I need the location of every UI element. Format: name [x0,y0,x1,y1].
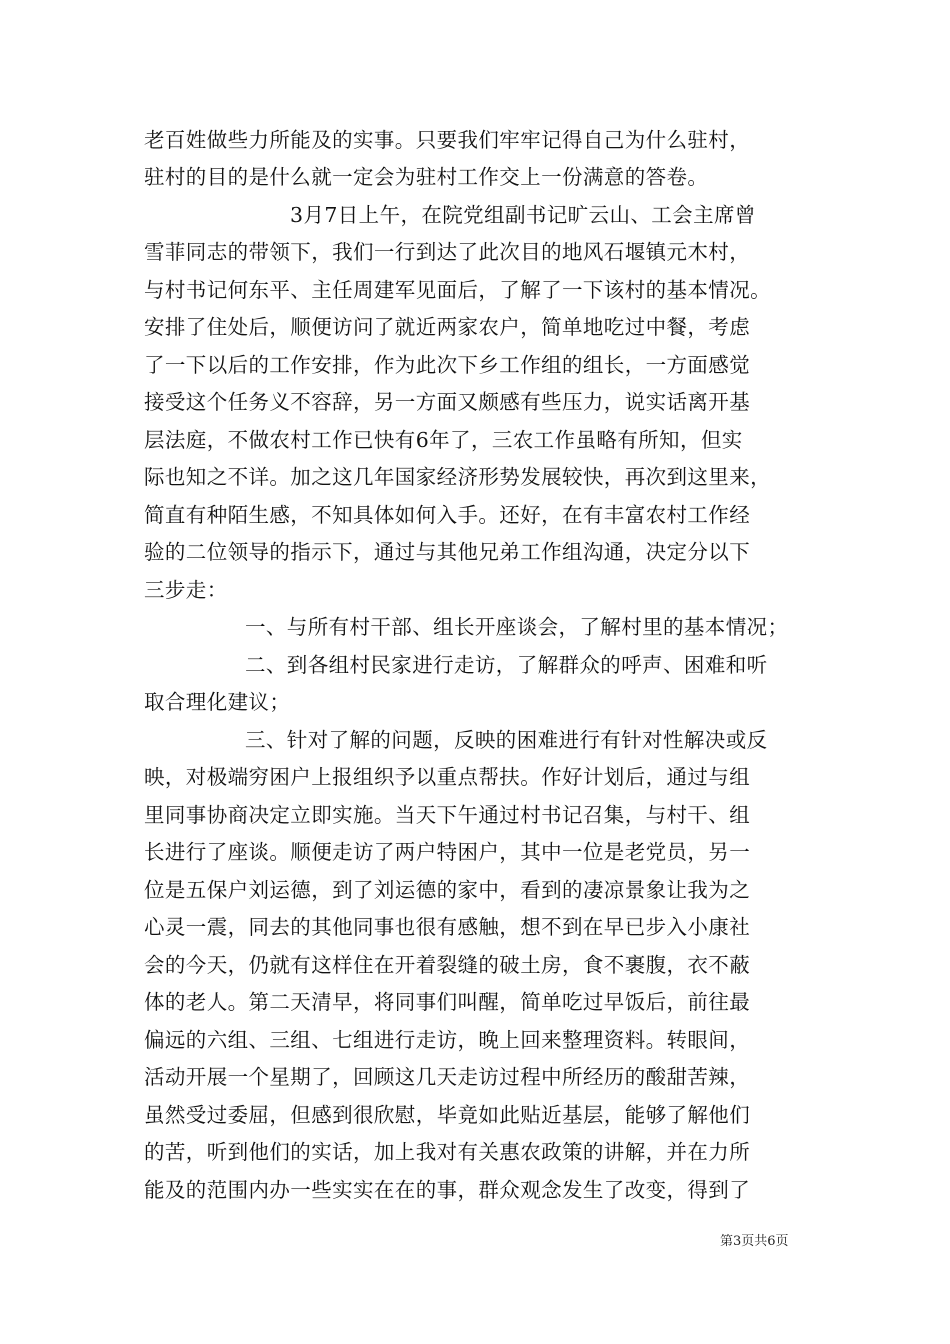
body-text-line: 三步走： [144,578,228,602]
list-item-1: 一、与所有村干部、组长开座谈会，了解村里的基本情况； [245,615,789,639]
body-text-line: 接受这个任务义不容辞，另一方面又颇感有些压力，说实话离开基 [144,390,751,414]
body-text-line: 位是五保户刘运德，到了刘运德的家中，看到的凄凉景象让我为之 [144,878,751,902]
body-text-line: 虽然受过委屈，但感到很欣慰，毕竟如此贴近基层，能够了解他们 [144,1103,751,1127]
body-text-line: 了一下以后的工作安排，作为此次下乡工作组的组长，一方面感觉 [144,353,751,377]
body-text-line: 驻村的目的是什么就一定会为驻村工作交上一份满意的答卷。 [144,165,709,189]
body-text-line: 体的老人。第二天清早，将同事们叫醒，简单吃过早饭后，前往最 [144,990,751,1014]
body-text-line: 长进行了座谈。顺便走访了两户特困户，其中一位是老党员，另一 [144,840,751,864]
body-text-line: 老百姓做些力所能及的实事。只要我们牢牢记得自己为什么驻村， [144,128,751,152]
body-text-line: 际也知之不详。加之这几年国家经济形势发展较快，再次到这里来， [144,465,771,489]
body-text-line: 偏远的六组、三组、七组进行走访，晚上回来整理资料。转眼间， [144,1028,751,1052]
body-text-line: 能及的范围内办一些实实在在的事，群众观念发生了改变，得到了 [144,1178,751,1202]
body-text-line: 验的二位领导的指示下，通过与其他兄弟工作组沟通，决定分以下 [144,540,751,564]
body-text-line: 活动开展一个星期了，回顾这几天走访过程中所经历的酸甜苦辣， [144,1065,751,1089]
body-text-line: 的苦，听到他们的实话，加上我对有关惠农政策的讲解，并在力所 [144,1140,751,1164]
body-text-line: 层法庭，不做农村工作已快有6年了，三农工作虽略有所知，但实 [144,428,743,452]
body-text-line: 简直有种陌生感，不知具体如何入手。还好，在有丰富农村工作经 [144,503,751,527]
body-text-line: 里同事协商决定立即实施。当天下午通过村书记召集，与村干、组 [144,803,751,827]
body-text-line: 取合理化建议； [144,690,291,714]
body-text-line: 心灵一震，同去的其他同事也很有感触，想不到在早已步入小康社 [144,915,751,939]
page-number-footer: 第3页共6页 [720,1234,789,1249]
body-text-line: 安排了住处后，顺便访问了就近两家农户，简单地吃过中餐，考虑 [144,315,751,339]
paragraph-start-line: 3月7日上午，在院党组副书记旷云山、工会主席曾 [290,203,756,227]
list-item-2: 二、到各组村民家进行走访，了解群众的呼声、困难和听 [245,653,768,677]
body-text-line: 映，对极端穷困户上报组织予以重点帮扶。作好计划后，通过与组 [144,765,751,789]
body-text-line: 与村书记何东平、主任周建军见面后，了解了一下该村的基本情况。 [144,278,771,302]
list-item-3: 三、针对了解的问题，反映的困难进行有针对性解决或反 [245,728,768,752]
body-text-line: 雪菲同志的带领下，我们一行到达了此次目的地风石堰镇元木村， [144,240,751,264]
body-text-line: 会的今天，仍就有这样住在开着裂缝的破土房，食不裹腹，衣不蔽 [144,953,751,977]
